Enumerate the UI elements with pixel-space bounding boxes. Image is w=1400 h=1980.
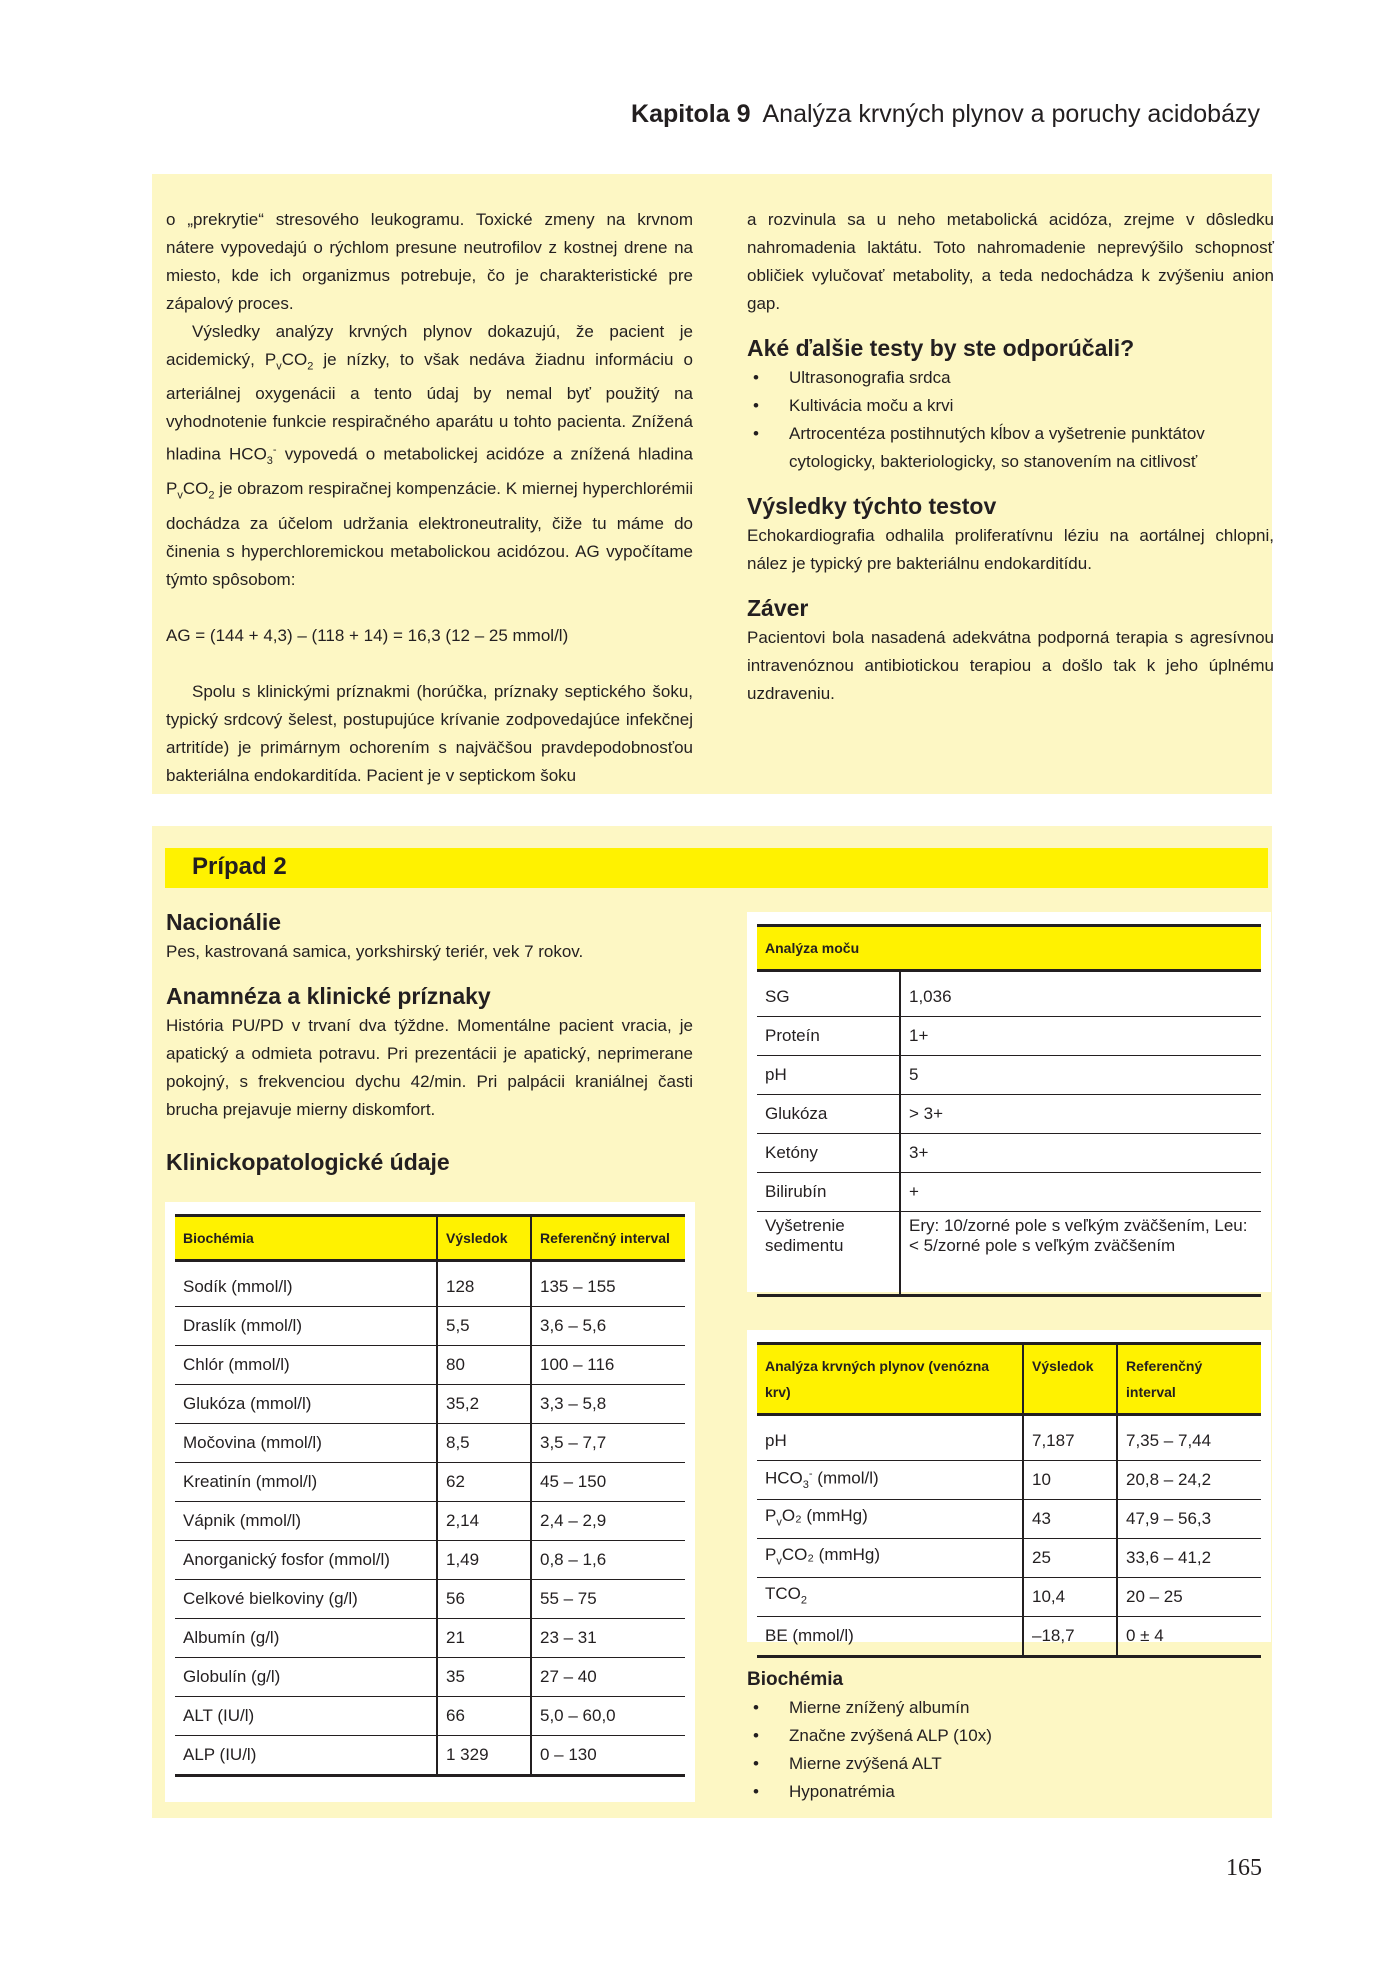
table-cell: Celkové bielkoviny (g/l) xyxy=(175,1580,437,1619)
table-row xyxy=(757,1017,1261,1056)
table-cell: 0 ± 4 xyxy=(1117,1617,1261,1657)
table-cell: pH xyxy=(757,1056,900,1095)
table-row xyxy=(175,1658,685,1697)
table-cell: 33,6 – 41,2 xyxy=(1117,1539,1261,1578)
table-row xyxy=(757,1056,1261,1095)
biochemistry-table xyxy=(175,1214,685,1777)
case2-title: Prípad 2 xyxy=(192,853,287,880)
table-cell: Chlór (mmol/l) xyxy=(175,1346,437,1385)
table-row xyxy=(175,1502,685,1541)
table-cell: 56 xyxy=(437,1580,531,1619)
table-cell: Ery: 10/zorné pole s veľkým zväčšením, Leu: < 5/zorné pole s veľkým zväčšením xyxy=(900,1212,1261,1296)
table-cell: $P_vO_2$ (mmHg) xyxy=(757,1500,1023,1539)
table-row xyxy=(757,1617,1261,1657)
table-row xyxy=(175,1261,685,1307)
table-cell: 5,5 xyxy=(437,1307,531,1346)
heading-anamnesis: Anamnéza a klinické príznaky xyxy=(166,983,491,1009)
table-cell: 128 xyxy=(437,1261,531,1307)
list-item: • Hyponatrémia xyxy=(747,1778,1271,1806)
table-cell: ALT (IU/l) xyxy=(175,1697,437,1736)
table-cell: Albumín (g/l) xyxy=(175,1619,437,1658)
table-cell: 66 xyxy=(437,1697,531,1736)
table-cell: 5,0 – 60,0 xyxy=(531,1697,685,1736)
table-row xyxy=(757,971,1261,1017)
table-cell: 21 xyxy=(437,1619,531,1658)
paragraph: o „prekrytie“ stresového leukogramu. Toxické zmeny na krvnom nátere vypovedajú o rýchlom presune neutrofilov z kostnej drene na miesto, kde ich organizmus potrebuje, čo je charakteristické pre zápalový proces. xyxy=(166,210,693,313)
table-cell: Globulín (g/l) xyxy=(175,1658,437,1697)
table-cell: $P_vCO_2$ (mmHg) xyxy=(757,1539,1023,1578)
table-cell: 3+ xyxy=(900,1134,1261,1173)
table-cell: 27 – 40 xyxy=(531,1658,685,1697)
box1-left-column xyxy=(166,206,693,790)
running-header xyxy=(631,100,1260,129)
table-row xyxy=(757,1578,1261,1617)
list-item: • Mierne znížený albumín xyxy=(747,1694,1271,1722)
paragraph: Pes, kastrovaná samica, yorkshirský teriér, vek 7 rokov. xyxy=(166,942,584,961)
biochemistry-table-panel xyxy=(165,1202,695,1802)
list-item: • Kultivácia moču a krvi xyxy=(747,392,1274,420)
table-cell: 5 xyxy=(900,1056,1261,1095)
table-row xyxy=(757,1173,1261,1212)
table-cell: 135 – 155 xyxy=(531,1261,685,1307)
table-row xyxy=(757,1500,1261,1539)
table-row xyxy=(757,1134,1261,1173)
urinalysis-table xyxy=(757,924,1261,1297)
tests-list xyxy=(747,364,1274,476)
table-cell: 2,4 – 2,9 xyxy=(531,1502,685,1541)
table-cell: 3,6 – 5,6 xyxy=(531,1307,685,1346)
table-cell: + xyxy=(900,1173,1261,1212)
heading-nationality: Nacionálie xyxy=(166,909,282,935)
paragraph: Spolu s klinickými príznakmi (horúčka, príznaky septického šoku, typický srdcový šelest, postupujúce krívanie zodpovedajúce infekčnej artritíde) je primárnym ochorením s najväčšou pravdepodobnosťou bakteriálna endokarditída. Pacient je v septickom šoku xyxy=(166,681,693,785)
box1-right-column xyxy=(747,206,1274,708)
column-header: Výsledok xyxy=(437,1216,531,1261)
table-cell: 45 – 150 xyxy=(531,1463,685,1502)
table-cell: 2,14 xyxy=(437,1502,531,1541)
table-row xyxy=(175,1736,685,1776)
table-cell: 20 – 25 xyxy=(1117,1578,1261,1617)
table-cell: 1,49 xyxy=(437,1541,531,1580)
blood-gas-table xyxy=(757,1342,1261,1658)
table-cell: SG xyxy=(757,971,900,1017)
heading-tests: Aké ďalšie testy by ste odporúčali? xyxy=(747,335,1135,361)
table-cell: 62 xyxy=(437,1463,531,1502)
table-row xyxy=(175,1424,685,1463)
table-cell: BE (mmol/l) xyxy=(757,1617,1023,1657)
table-cell: 3,5 – 7,7 xyxy=(531,1424,685,1463)
biochemistry-findings-list xyxy=(747,1694,1271,1806)
page-number: 165 xyxy=(1226,1855,1262,1881)
biochemistry-summary xyxy=(747,1666,1271,1806)
column-header: Analýza moču xyxy=(757,926,1261,971)
table-row xyxy=(175,1580,685,1619)
table-cell: 80 xyxy=(437,1346,531,1385)
list-item: • Artrocentéza postihnutých kĺbov a vyšetrenie punktátov cytologicky, bakteriologicky, so stanovením na citlivosť xyxy=(747,420,1274,476)
table-row xyxy=(757,1461,1261,1500)
table-row xyxy=(757,1095,1261,1134)
urinalysis-table-panel xyxy=(747,912,1271,1292)
table-cell: 10 xyxy=(1023,1461,1117,1500)
column-header: Referenčný interval xyxy=(1117,1344,1261,1415)
table-cell: 1 329 xyxy=(437,1736,531,1776)
table-cell: ALP (IU/l) xyxy=(175,1736,437,1776)
table-cell: Glukóza xyxy=(757,1095,900,1134)
table-cell: 7,187 xyxy=(1023,1415,1117,1461)
table-cell: Proteín xyxy=(757,1017,900,1056)
paragraph: a rozvinula sa u neho metabolická acidóza, zrejme v dôsledku nahromadenia laktátu. Toto nahromadenie neprevýšilo schopnosť obličiek vylučovať metabolity, a teda nedochádza k zvýšeniu anion gap. xyxy=(747,210,1274,313)
table-cell: Anorganický fosfor (mmol/l) xyxy=(175,1541,437,1580)
table-cell: Vyšetrenie sedimentu xyxy=(757,1212,900,1296)
table-cell: 25 xyxy=(1023,1539,1117,1578)
table-cell: 0 – 130 xyxy=(531,1736,685,1776)
case2-left-column xyxy=(166,906,693,1178)
table-row xyxy=(175,1697,685,1736)
table-row xyxy=(175,1463,685,1502)
table-cell: 23 – 31 xyxy=(531,1619,685,1658)
table-row xyxy=(175,1346,685,1385)
list-item: • Ultrasonografia srdca xyxy=(747,364,1274,392)
table-row xyxy=(175,1619,685,1658)
paragraph: História PU/PD v trvaní dva týždne. Momentálne pacient vracia, je apatický a odmieta potravu. Pri prezentácii je apatický, neprimerane pokojný, s frekvenciou dychu 42/min. Pri palpácii kraniálnej časti brucha prejavuje mierny diskomfort. xyxy=(166,1016,693,1119)
table-cell: 1+ xyxy=(900,1017,1261,1056)
case2-title-bar xyxy=(165,848,1268,888)
column-header: Výsledok xyxy=(1023,1344,1117,1415)
table-row xyxy=(757,1212,1261,1296)
paragraph: Pacientovi bola nasadená adekvátna podporná terapia s agresívnou intravenóznou antibiotickou terapiou a došlo tak k jeho úplnému uzdraveniu. xyxy=(747,628,1274,703)
list-item: • Značne zvýšená ALP (10x) xyxy=(747,1722,1271,1750)
column-header: Referenčný interval xyxy=(531,1216,685,1261)
table-row xyxy=(175,1307,685,1346)
table-cell: 55 – 75 xyxy=(531,1580,685,1619)
table-cell: 8,5 xyxy=(437,1424,531,1463)
table-row xyxy=(175,1541,685,1580)
table-cell: Draslík (mmol/l) xyxy=(175,1307,437,1346)
paragraph: Echokardiografia odhalila proliferatívnu léziu na aortálnej chlopni, nález je typický pre bakteriálnu endokarditídu. xyxy=(747,526,1274,573)
anion-gap-formula: AG = (144 + 4,3) – (118 + 14) = 16,3 (12 – 25 mmol/l) xyxy=(166,625,569,645)
heading-biochemistry: Biochémia xyxy=(747,1669,844,1690)
table-cell: > 3+ xyxy=(900,1095,1261,1134)
table-cell: 47,9 – 56,3 xyxy=(1117,1500,1261,1539)
table-cell: $HCO_3^-$ (mmol/l) xyxy=(757,1461,1023,1500)
table-cell: 3,3 – 5,8 xyxy=(531,1385,685,1424)
table-cell: Ketóny xyxy=(757,1134,900,1173)
heading-conclusion: Záver xyxy=(747,595,809,621)
heading-clinicopathologic: Klinickopatologické údaje xyxy=(166,1149,450,1175)
table-cell: Glukóza (mmol/l) xyxy=(175,1385,437,1424)
table-cell: 35,2 xyxy=(437,1385,531,1424)
table-cell: 20,8 – 24,2 xyxy=(1117,1461,1261,1500)
table-cell: Bilirubín xyxy=(757,1173,900,1212)
table-row xyxy=(757,1415,1261,1461)
table-cell: $TCO_2$ xyxy=(757,1578,1023,1617)
table-cell: 100 – 116 xyxy=(531,1346,685,1385)
table-cell: Močovina (mmol/l) xyxy=(175,1424,437,1463)
table-cell: –18,7 xyxy=(1023,1617,1117,1657)
table-cell: pH xyxy=(757,1415,1023,1461)
chapter-label: Kapitola 9 xyxy=(631,100,751,128)
chapter-title: Analýza krvných plynov a poruchy acidobázy xyxy=(762,100,1260,128)
blood-gas-table-panel xyxy=(747,1330,1271,1645)
column-header: Analýza krvných plynov (venózna krv) xyxy=(757,1344,1023,1415)
table-cell: 7,35 – 7,44 xyxy=(1117,1415,1261,1461)
table-cell: 35 xyxy=(437,1658,531,1697)
table-row xyxy=(175,1385,685,1424)
heading-test-results: Výsledky týchto testov xyxy=(747,493,997,519)
table-cell: Vápnik (mmol/l) xyxy=(175,1502,437,1541)
table-row xyxy=(757,1539,1261,1578)
table-cell: 43 xyxy=(1023,1500,1117,1539)
table-cell: 1,036 xyxy=(900,971,1261,1017)
column-header: Biochémia xyxy=(175,1216,437,1261)
table-cell: 0,8 – 1,6 xyxy=(531,1541,685,1580)
list-item: • Mierne zvýšená ALT xyxy=(747,1750,1271,1778)
table-cell: Sodík (mmol/l) xyxy=(175,1261,437,1307)
paragraph: Výsledky analýzy krvných plynov dokazujú, že pacient je acidemický, $P_vCO_2$ je nízky, to však nedáva žiadnu informáciu o arteriálnej oxygenácii a tento údaj by nemal byť použitý na vyhodnotenie funkcie respiračného aparátu u tohto pacienta. Znížená hladina $HCO_3^-$ vypovedá o metabolickej acidóze a znížená hladina $P_vCO_2$ je obrazom respiračnej kompenzácie. K miernej hyperchlorémii dochádza za účelom udržania elektroneutrality, čiže tu máme do činenia s hyperchloremickou metabolickou acidózou. AG vypočítame týmto spôsobom: xyxy=(166,322,694,589)
table-cell: Kreatinín (mmol/l) xyxy=(175,1463,437,1502)
table-cell: 10,4 xyxy=(1023,1578,1117,1617)
